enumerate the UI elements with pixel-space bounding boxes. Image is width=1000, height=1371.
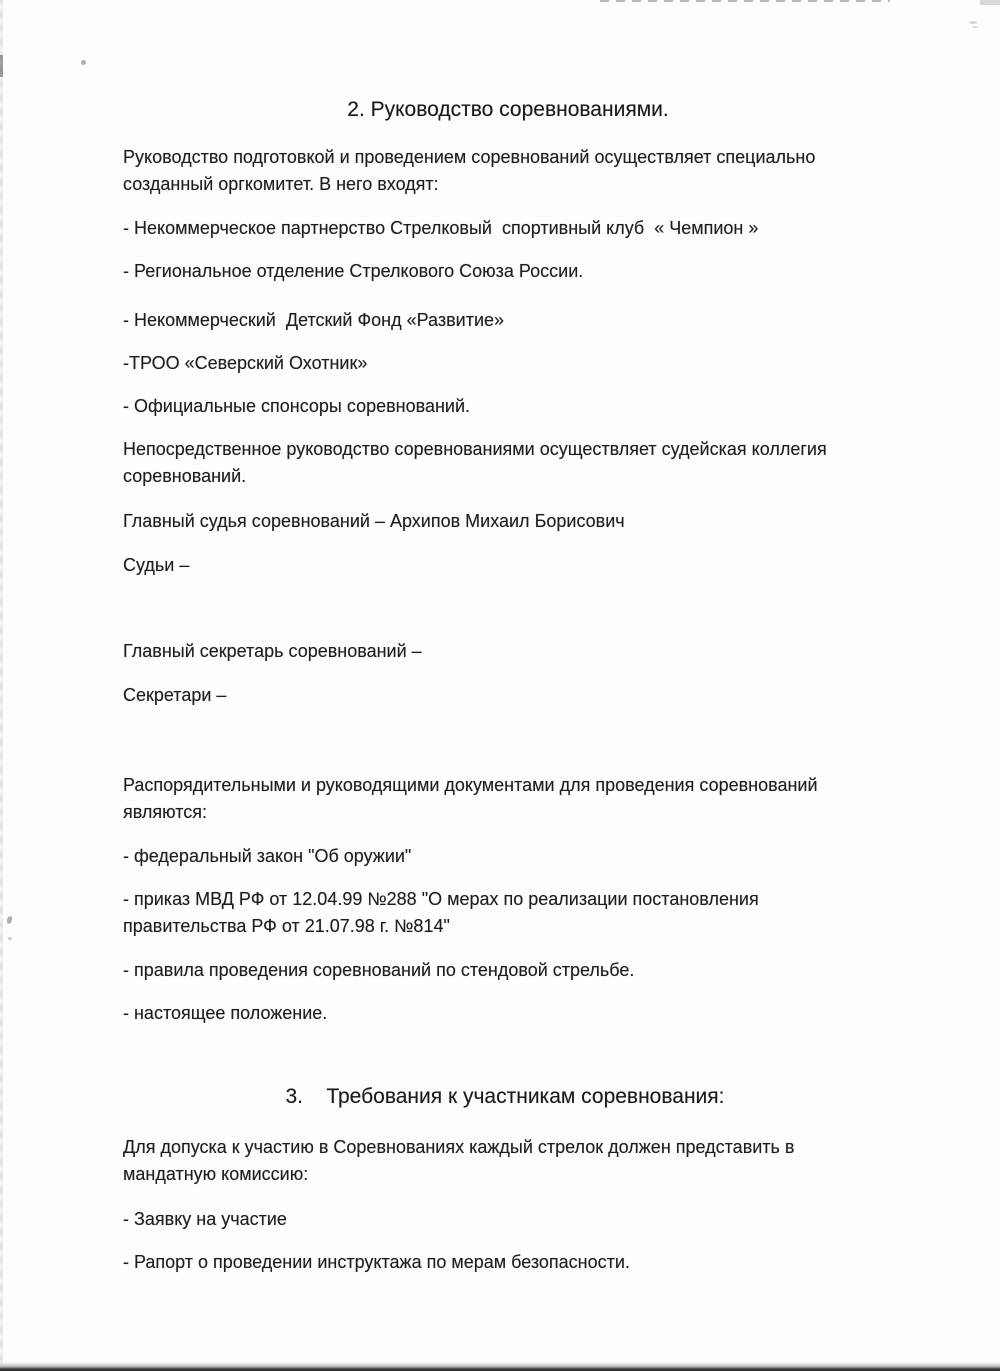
scan-artifact-bottom-band xyxy=(0,1362,1000,1371)
direct-management-line-2: соревнований. xyxy=(123,466,247,486)
section-3-heading: 3. Требования к участникам соревнования: xyxy=(285,1085,725,1108)
scan-speck xyxy=(81,60,86,65)
scan-speck xyxy=(972,26,978,28)
admission-paragraph-line-2: мандатную комиссию: xyxy=(123,1164,309,1184)
judges-line: Судьи – xyxy=(123,555,190,575)
document-item-mvd-order-line-2: правительства РФ от 21.07.98 г. №814" xyxy=(123,916,450,936)
documents-intro-line-1: Распорядительными и руководящими документами для проведения соревнований xyxy=(123,775,818,795)
chief-secretary-line: Главный секретарь соревнований – xyxy=(123,641,422,661)
document-item-shooting-rules: - правила проведения соревнований по стендовой стрельбе. xyxy=(123,960,635,980)
committee-member-item: - Региональное отделение Стрелкового Союза России. xyxy=(123,261,584,281)
scan-artifact-top-dashes xyxy=(600,0,890,2)
documents-intro-line-2: являются: xyxy=(123,802,208,822)
intro-paragraph-line-1: Руководство подготовкой и проведением соревнований осуществляет специально xyxy=(123,147,816,167)
committee-member-item: -ТРОО «Северский Охотник» xyxy=(123,353,368,373)
scan-speck xyxy=(6,915,13,924)
scan-artifact-left-edge xyxy=(0,0,3,1371)
chief-judge-line: Главный судья соревнований – Архипов Михаил Борисович xyxy=(123,511,625,531)
intro-paragraph-line-2: созданный оргкомитет. В него входят: xyxy=(123,174,439,194)
scan-speck xyxy=(8,937,12,940)
requirement-item-application: - Заявку на участие xyxy=(123,1209,287,1229)
scan-speck xyxy=(969,21,977,24)
scan-artifact-top-right xyxy=(980,0,1000,5)
committee-member-item: - Официальные спонсоры соревнований. xyxy=(123,396,471,416)
direct-management-line-1: Непосредственное руководство соревнованиями осуществляет судейская коллегия xyxy=(123,439,827,459)
scan-artifact-left-edge-dark xyxy=(0,55,3,77)
admission-paragraph-line-1: Для допуска к участию в Соревнованиях каждый стрелок должен представить в xyxy=(123,1137,795,1157)
secretaries-line: Секретари – xyxy=(123,685,227,705)
requirement-item-safety-report: - Рапорт о проведении инструктажа по мерам безопасности. xyxy=(123,1252,630,1272)
document-item-regulation: - настоящее положение. xyxy=(123,1003,328,1023)
document-item-federal-law: - федеральный закон "Об оружии" xyxy=(123,846,412,866)
section-2-heading: 2. Руководство соревнованиями. xyxy=(347,98,669,121)
committee-member-item: - Некоммерческое партнерство Стрелковый спортивный клуб « Чемпион » xyxy=(123,218,759,238)
committee-member-item: - Некоммерческий Детский Фонд «Развитие» xyxy=(123,310,505,330)
document-item-mvd-order-line-1: - приказ МВД РФ от 12.04.99 №288 "О мерах по реализации постановления xyxy=(123,889,759,909)
